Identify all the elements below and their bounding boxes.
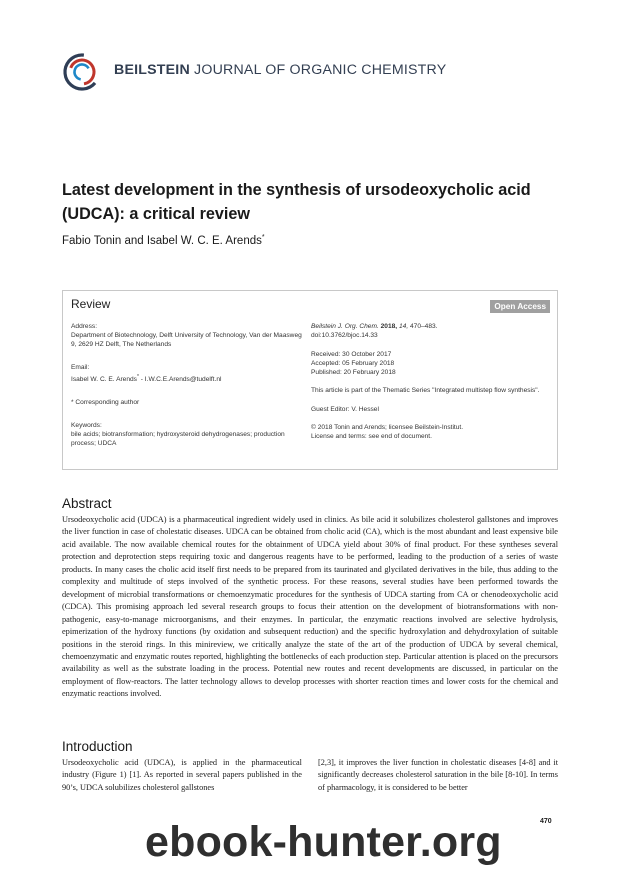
email-label: Email: bbox=[71, 364, 90, 372]
license-line: License and terms: see end of document. bbox=[311, 433, 432, 441]
abstract-heading: Abstract bbox=[62, 496, 112, 511]
received-date: Received: 30 October 2017 bbox=[311, 350, 392, 358]
article-info-box bbox=[62, 290, 558, 470]
copyright-line: © 2018 Tonin and Arends; licensee Beilstein-Institut. bbox=[311, 424, 464, 432]
keywords-text: bile acids; biotransformation; hydroxysteroid dehydrogenases; production process; UDCA bbox=[71, 430, 285, 448]
published-date: Published: 20 February 2018 bbox=[311, 369, 396, 376]
citation-line bbox=[311, 322, 551, 331]
address-label: Address: bbox=[71, 323, 98, 330]
citation-journal: Beilstein J. Org. Chem. bbox=[311, 323, 379, 330]
introduction-right-column: [2,3], it improves the liver function in cholestatic diseases [4-8] and it significantly decreases cholesterol saturation in the bile [8-10]. In terms of pharmacology, it is considered to be better bbox=[318, 758, 558, 792]
address-text: Department of Biotechnology, Delft University of Technology, Van der Maasweg 9, 2629 HZ Delft, The Netherlands bbox=[71, 332, 302, 349]
journal-logo bbox=[62, 52, 102, 92]
citation-year: 2018, bbox=[380, 323, 398, 330]
accepted-date: Accepted: 05 February 2018 bbox=[311, 359, 395, 367]
journal-name bbox=[114, 62, 446, 78]
keywords-label: Keywords: bbox=[71, 421, 102, 429]
authors-text: Fabio Tonin and Isabel W. C. E. Arends bbox=[62, 234, 262, 247]
watermark: ebook-hunter.org bbox=[145, 818, 502, 866]
email-line bbox=[71, 373, 306, 384]
thematic-series-note: This article is part of the Thematic Series "Integrated multistep flow synthesis". bbox=[311, 387, 540, 395]
introduction-heading: Introduction bbox=[62, 739, 133, 754]
open-access-badge: Open Access bbox=[490, 300, 550, 313]
page-number: 470 bbox=[540, 818, 552, 825]
info-left-column bbox=[71, 322, 306, 448]
info-right-column bbox=[311, 322, 551, 442]
corresponding-author-mark: * bbox=[261, 234, 265, 241]
abstract-text: Ursodeoxycholic acid (UDCA) is a pharmaceutical ingredient widely used in clinics. As bile acid it solubilizes cholesterol gallstones and improves the liver function in case of cholestatic diseases. UDCA can be obtained from cholic acid (CA), which is the most abundant and least expensive bile acid available. The now available chemical routes for the obtainment of UDCA yield about 30% of final product. For these syntheses several protection and deprotection steps requiring toxic and dangerous reagents have to be performed, leading to the production of a series of waste products. In many cases the cholic acid itself first needs to be prepared from its taurinated and glycilated derivatives in the bile, thus adding to the complexity and multitude of steps involved of the synthetic process. For these reasons, several studies have been performed towards the development of microbial transformations or chemoenzymatic procedures for the synthesis of UDCA starting from CA or chenodeoxycholic acid (CDCA). This promising approach led several research groups to focus their attention on the development of biotransformations with non-pathogenic, easy-to-manage microorganisms, and their enzymes. In particular, the enzymatic reactions involved are selective hydrolysis, epimerization of the hydroxy functions (by oxidation and subsequent reduction) and the specific hydroxylation and dehydroxylation of suitable positions in the steroid rings. In this minireview, we critically analyze the state of the art of the production of UDCA by several chemical, chemoenzymatic and enzymatic routes reported, highlighting the bottlenecks of each production step. Particular attention is placed on the precursors availability as well as the substrate loading in the process. Potential new routes and recent developments are discussed, in particular on the employment of flow-reactors. The latter technology allows to develop processes with shorter reaction times and lower costs for the chemical and enzymatic reactions involved. bbox=[62, 515, 558, 699]
article-title: Latest development in the synthesis of ursodeoxycholic acid (UDCA): a critical review bbox=[62, 181, 531, 223]
email-mark: * bbox=[136, 373, 139, 380]
journal-name-rest: JOURNAL OF ORGANIC CHEMISTRY bbox=[189, 62, 447, 78]
article-authors bbox=[62, 234, 265, 247]
journal-name-bold: BEILSTEIN bbox=[114, 62, 190, 78]
email-link[interactable]: - I.W.C.E.Arends@tudelft.nl bbox=[138, 375, 222, 383]
email-name: Isabel W. C. E. Arends bbox=[71, 375, 137, 383]
doi-link[interactable]: doi:10.3762/bjoc.14.33 bbox=[311, 332, 378, 340]
introduction-left-column: Ursodeoxycholic acid (UDCA), is applied in the pharmaceutical industry (Figure 1) [1]. As reported in several papers published in the 90’s, UDCA solubilizes cholesterol gallstones bbox=[62, 758, 302, 792]
article-type-label: Review bbox=[71, 297, 111, 311]
citation-volume: 14, bbox=[399, 323, 409, 330]
corresponding-author-note: * Corresponding author bbox=[71, 398, 140, 406]
citation-pages: 470–483. bbox=[408, 323, 438, 330]
guest-editor: Guest Editor: V. Hessel bbox=[311, 405, 379, 413]
